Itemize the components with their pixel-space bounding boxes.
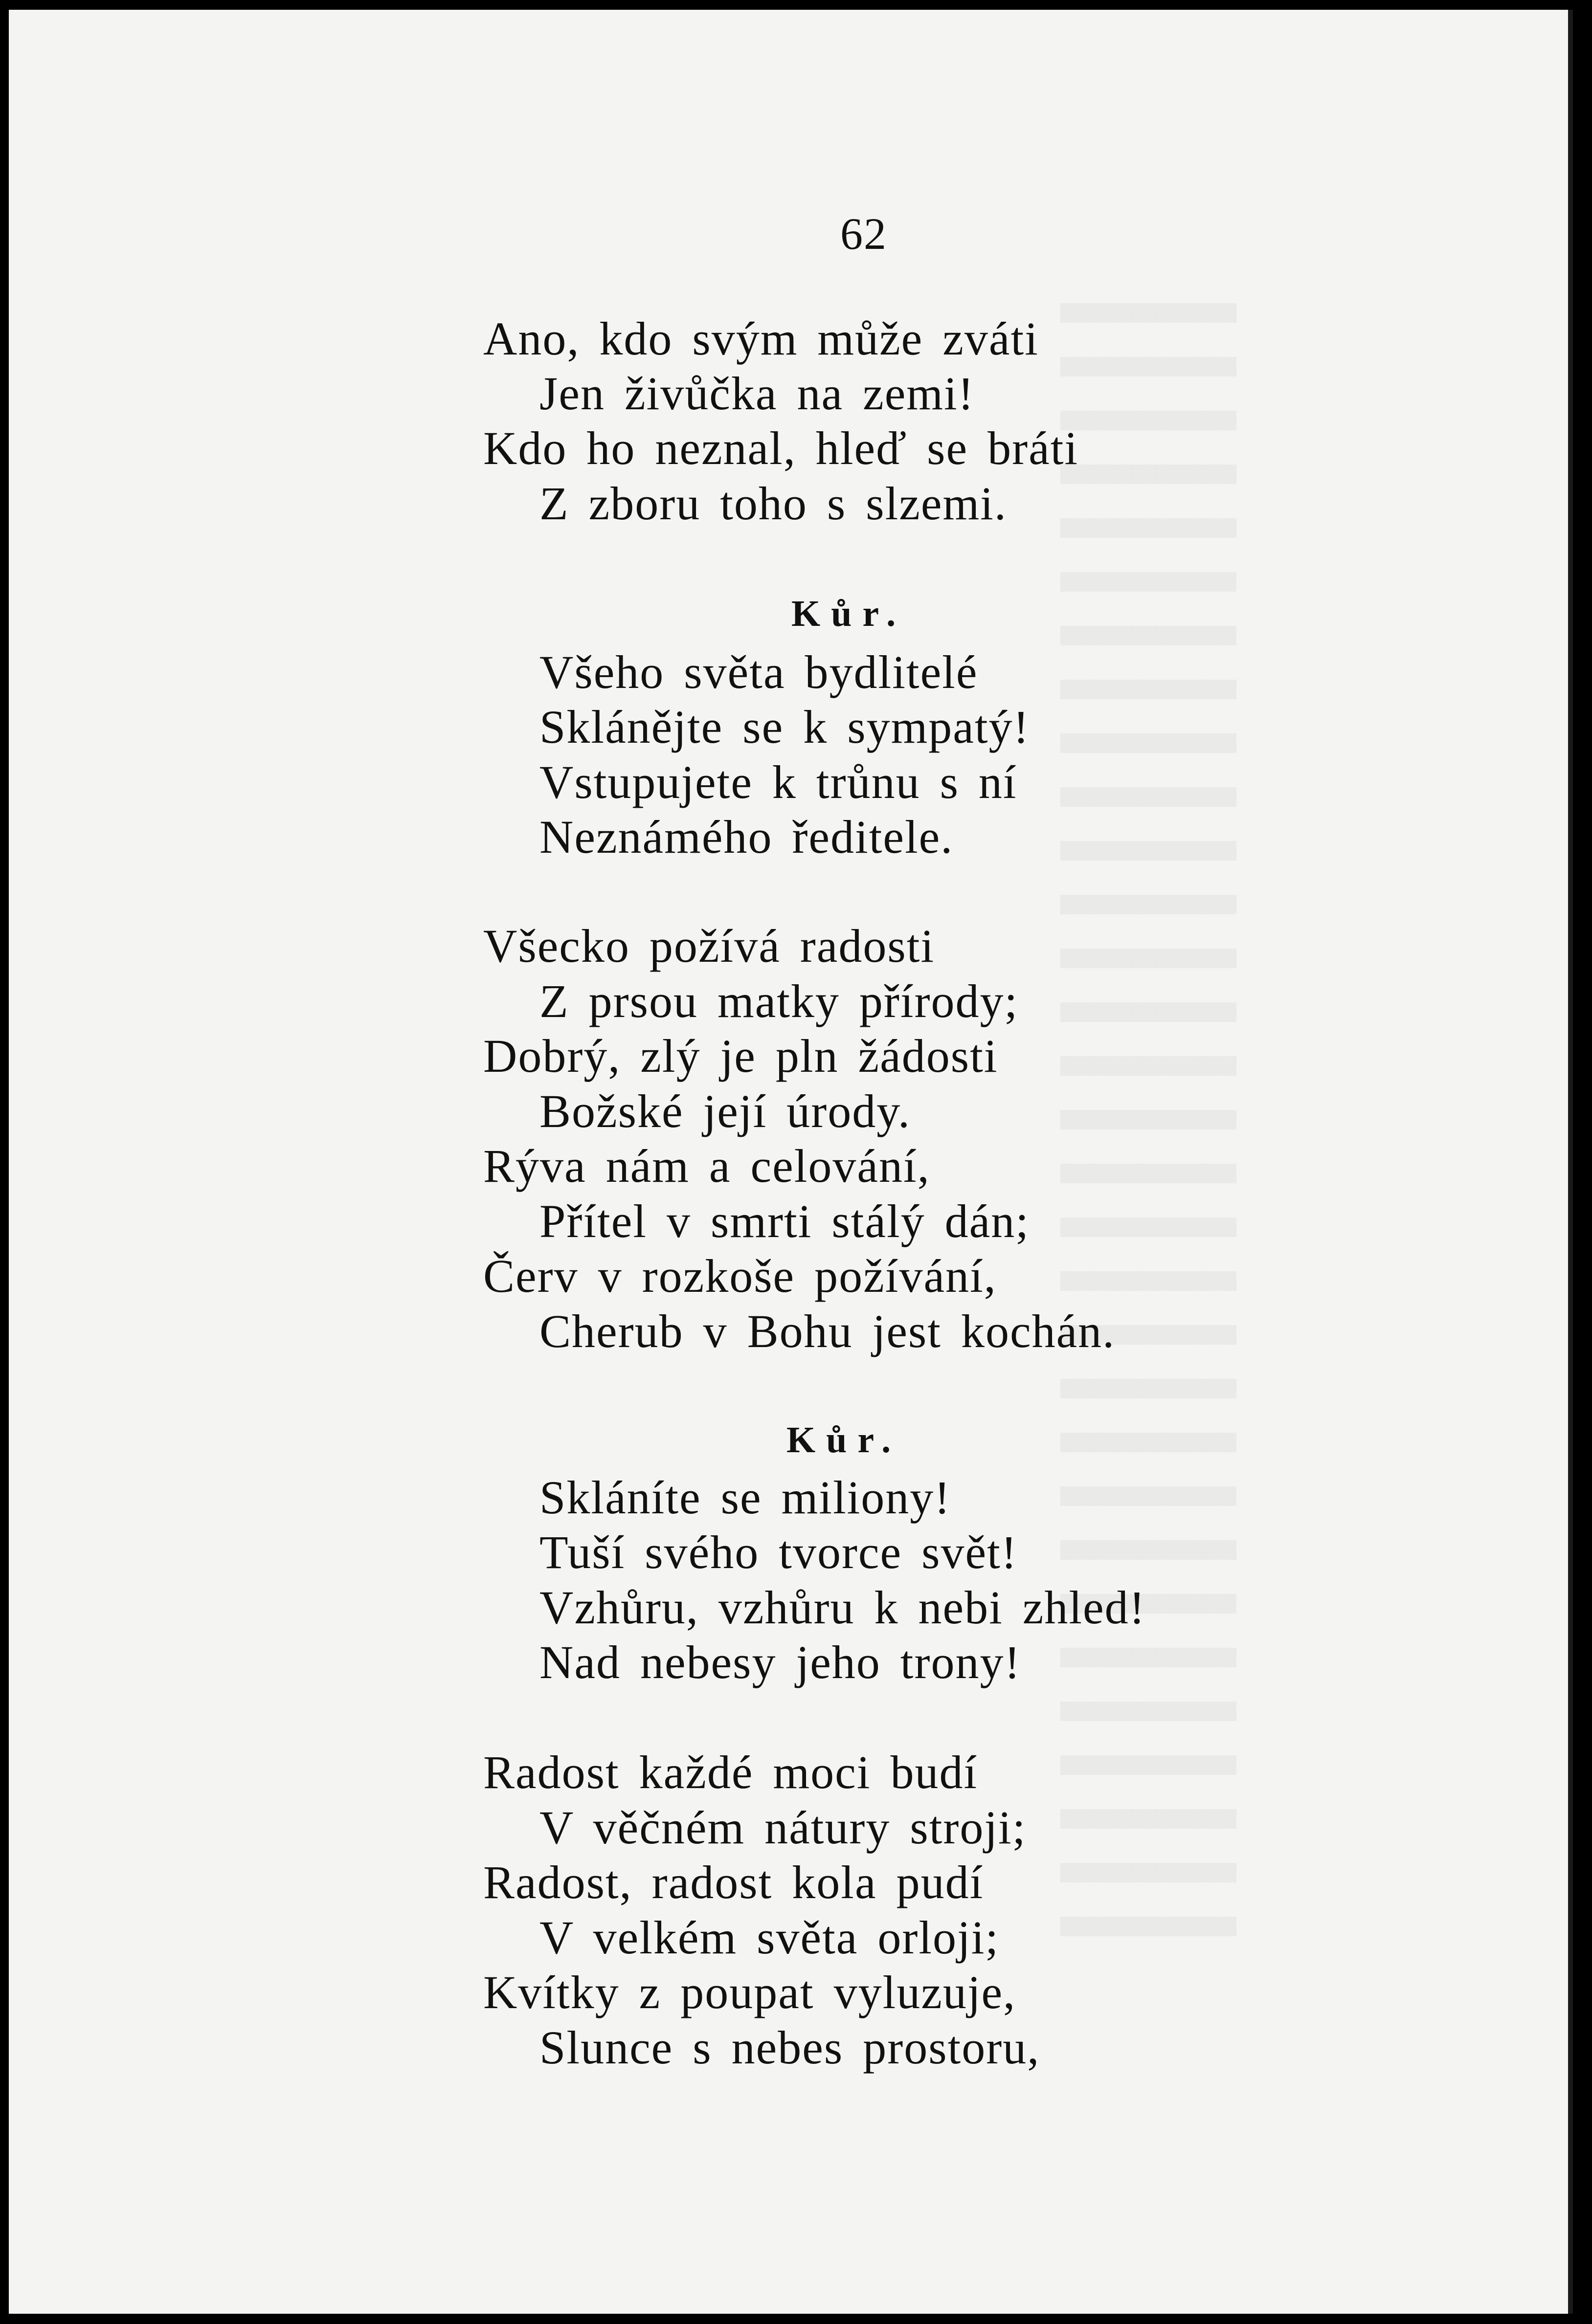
- verse-line: V velkém světa orloji;: [539, 1911, 1000, 1964]
- verse-line: Všeho světa bydlitelé: [539, 646, 978, 698]
- verse-line: Z zboru toho s slzemi.: [539, 477, 1007, 530]
- verse-line: Všecko požívá radosti: [483, 920, 935, 972]
- verse-line: Slunce s nebes prostoru,: [539, 2021, 1040, 2074]
- verse-line: Neznámého ředitele.: [539, 811, 954, 863]
- verse-line: Kvítky z poupat vyluzuje,: [483, 1966, 1016, 2018]
- verse-line: Vzhůru, vzhůru k nebi zhled!: [539, 1581, 1146, 1634]
- verse-line: Vstupujete k trůnu s ní: [539, 756, 1017, 808]
- show-through-text: [1060, 303, 1236, 1966]
- verse-line: Skláníte se miliony!: [539, 1471, 951, 1524]
- verse-line: Nad nebesy jeho trony!: [539, 1636, 1021, 1688]
- verse-line: Jen živůčka na zemi!: [539, 367, 975, 420]
- chorus-heading: Kůr.: [791, 593, 907, 634]
- verse-line: Dobrý, zlý je pln žádosti: [483, 1030, 998, 1082]
- verse-line: Sklánějte se k sympatý!: [539, 701, 1030, 753]
- verse-line: Ano, kdo svým může zváti: [483, 312, 1039, 365]
- verse-line: V věčném nátury stroji;: [539, 1801, 1027, 1854]
- verse-line: Radost každé moci budí: [483, 1746, 978, 1798]
- verse-line: Červ v rozkoše požívání,: [483, 1250, 997, 1302]
- verse-line: Cherub v Bohu jest kochán.: [539, 1305, 1116, 1357]
- verse-line: Z prsou matky přírody;: [539, 975, 1019, 1027]
- verse-line: Božské její úrody.: [539, 1085, 911, 1137]
- verse-line: Rýva nám a celování,: [483, 1140, 930, 1192]
- verse-line: Přítel v smrti stálý dán;: [539, 1195, 1030, 1247]
- verse-line: Radost, radost kola pudí: [483, 1856, 984, 1908]
- book-page: [9, 10, 1573, 2314]
- chorus-heading: Kůr.: [786, 1419, 902, 1461]
- page-number: 62: [840, 209, 887, 259]
- verse-line: Tuší svého tvorce svět!: [539, 1526, 1018, 1578]
- verse-line: Kdo ho neznal, hleď se bráti: [483, 422, 1079, 474]
